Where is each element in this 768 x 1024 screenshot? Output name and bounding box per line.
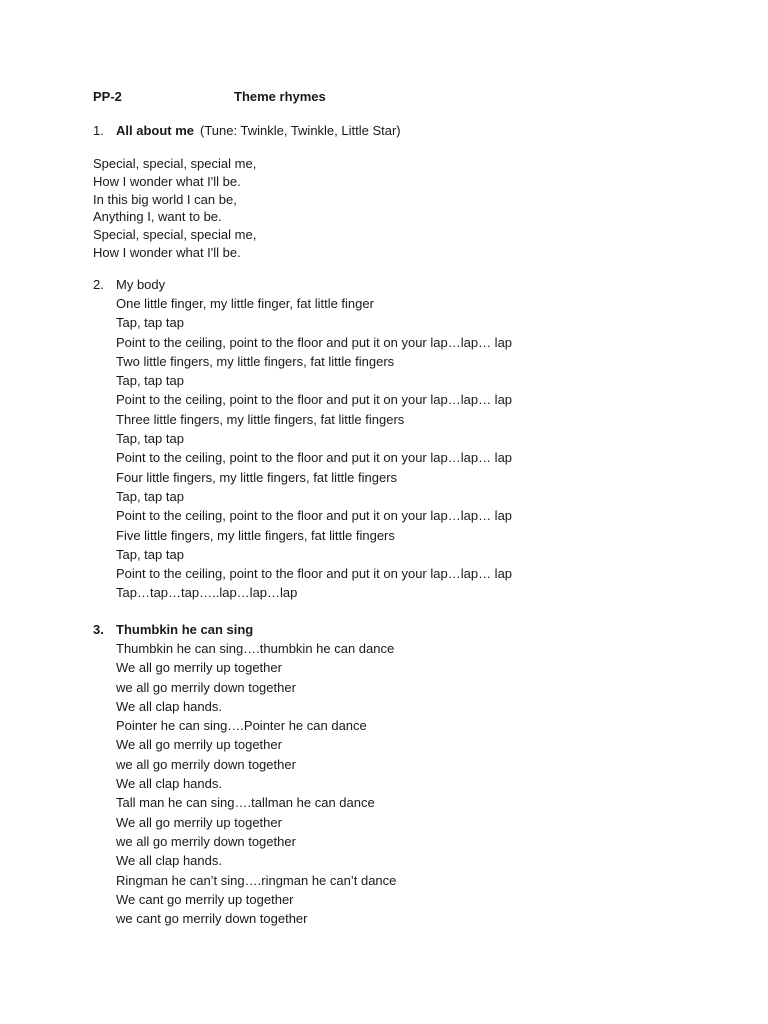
- rhyme-line: How I wonder what I'll be.: [93, 173, 241, 189]
- document-title: Theme rhymes: [234, 89, 326, 104]
- section-heading: [93, 620, 396, 639]
- rhyme-line: Tap, tap tap: [116, 373, 184, 389]
- section-heading: [93, 121, 401, 140]
- document-header: [93, 89, 326, 105]
- section-title: My body: [116, 277, 166, 292]
- rhyme-line: We all go merrily up together: [116, 737, 282, 753]
- section-my-body: [93, 275, 512, 603]
- rhyme-line: We all clap hands.: [116, 853, 222, 869]
- rhyme-line: Point to the ceiling, point to the floor and put it on your lap…lap… lap: [116, 450, 513, 466]
- rhyme-line: We all go merrily up together: [116, 660, 282, 676]
- rhyme-line: We cant go merrily up together: [116, 891, 294, 907]
- rhyme-line: Five little fingers, my little fingers, fat little fingers: [116, 527, 395, 543]
- rhyme-line: We all clap hands.: [116, 776, 222, 792]
- section-number: 1.: [93, 123, 104, 138]
- rhyme-line: We all go merrily up together: [116, 814, 282, 830]
- rhyme-line: Thumbkin he can sing….thumbkin he can dance: [116, 641, 395, 656]
- rhyme-line: Point to the ceiling, point to the floor and put it on your lap…lap… lap: [116, 334, 513, 350]
- rhyme-line: we all go merrily down together: [116, 833, 296, 849]
- rhyme-line: Tap, tap tap: [116, 315, 184, 331]
- rhyme-line: Point to the ceiling, point to the floor and put it on your lap…lap… lap: [116, 566, 513, 582]
- rhyme-line: we all go merrily down together: [116, 679, 296, 695]
- section-title: Thumbkin he can sing: [116, 622, 254, 637]
- section-number: 3.: [93, 622, 104, 637]
- rhyme-line: In this big world I can be,: [93, 191, 237, 207]
- rhyme-verse: [93, 155, 401, 262]
- rhyme-line: Tap…tap…tap…..lap…lap…lap: [116, 585, 298, 601]
- section-number: 2.: [93, 277, 104, 292]
- rhyme-line: We all clap hands.: [116, 698, 222, 714]
- rhyme-line: Tap, tap tap: [116, 546, 184, 562]
- section-thumbkin: [93, 620, 396, 928]
- rhyme-line: Tap, tap tap: [116, 488, 184, 504]
- section-title: All about me: [116, 123, 195, 138]
- rhyme-line: Special, special, special me,: [93, 227, 257, 243]
- rhyme-verse: [93, 639, 396, 928]
- rhyme-line: Three little fingers, my little fingers, fat little fingers: [116, 411, 405, 427]
- rhyme-line: Tap, tap tap: [116, 431, 184, 447]
- rhyme-line: Tall man he can sing….tallman he can dance: [116, 795, 375, 811]
- rhyme-line: Ringman he can’t sing….ringman he can’t dance: [116, 872, 397, 888]
- rhyme-line: Four little fingers, my little fingers, fat little fingers: [116, 469, 398, 485]
- rhyme-line: One little finger, my little finger, fat little finger: [116, 296, 374, 311]
- rhyme-line: Point to the ceiling, point to the floor and put it on your lap…lap… lap: [116, 508, 513, 524]
- rhyme-line: How I wonder what I'll be.: [93, 244, 241, 260]
- rhyme-line: Pointer he can sing….Pointer he can dance: [116, 718, 367, 734]
- rhyme-line: Point to the ceiling, point to the floor and put it on your lap…lap… lap: [116, 392, 513, 408]
- rhyme-line: we cant go merrily down together: [116, 911, 308, 927]
- rhyme-line: we all go merrily down together: [116, 756, 296, 772]
- section-tune: (Tune: Twinkle, Twinkle, Little Star): [200, 123, 401, 138]
- section-all-about-me: [93, 121, 401, 262]
- document-code: PP-2: [93, 89, 122, 104]
- section-heading: [93, 275, 512, 294]
- rhyme-line: Special, special, special me,: [93, 156, 257, 171]
- rhyme-verse: [93, 294, 512, 603]
- rhyme-line: Anything I, want to be.: [93, 209, 222, 225]
- rhyme-line: Two little fingers, my little fingers, fat little fingers: [116, 353, 395, 369]
